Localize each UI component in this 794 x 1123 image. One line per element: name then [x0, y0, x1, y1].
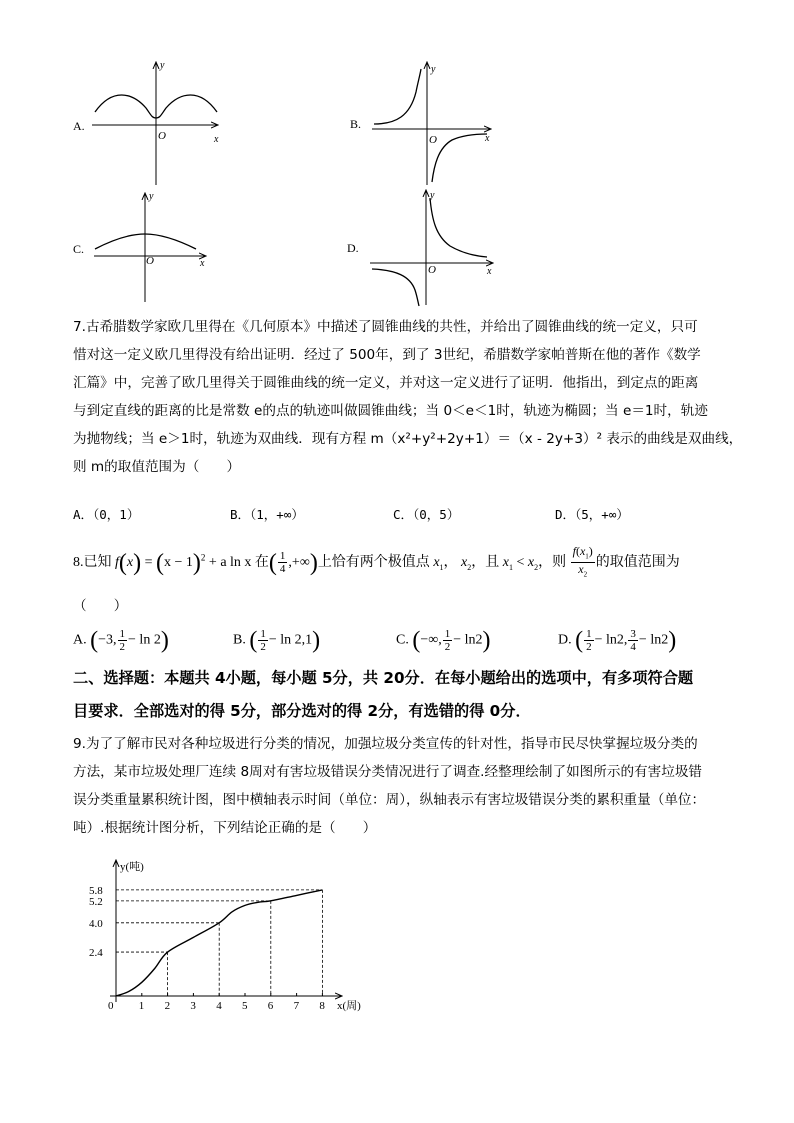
y-label: y	[430, 190, 435, 201]
q8-option-a-label: A.	[73, 632, 87, 648]
q8-x-minus-1: x − 1	[164, 555, 193, 571]
x-tick-label: 8	[319, 1000, 325, 1012]
section-2-line-1: 二、选择题：本题共 4小题，每小题 5分，共 20分．在每小题给出的选项中，有多项符合题	[73, 669, 694, 687]
q8-text-given: 已知	[83, 555, 112, 571]
x-tick-label: 4	[216, 1000, 222, 1012]
q7-option-d: D．（5，+∞）	[555, 507, 629, 522]
q7-line-4: 与到定直线的距离的比是常数 e的点的轨迹叫做圆锥曲线；当 0＜e＜1时，轨迹为椭圆；当 e＝1时，轨迹	[73, 403, 708, 419]
frac-num: 1	[260, 628, 266, 640]
q8-plus-a-lnx: + a ln x	[208, 555, 252, 571]
q8-option-a-pre: −3,	[98, 632, 117, 648]
option-b-label: B.	[350, 117, 362, 131]
q7-line-6: 则 m的取值范围为（ ）	[73, 459, 241, 475]
x-tick-label: 2	[164, 1000, 171, 1012]
q8-text-then: ，则	[538, 555, 567, 571]
q8-option-d-post: − ln2	[638, 632, 669, 648]
x-label: x	[487, 266, 492, 277]
q9-line-1: 9.为了了解市民对各种垃圾进行分类的情况，加强垃圾分类宣传的针对性，指导市民尽快掌握垃圾分类的	[73, 736, 698, 752]
q8-x: x	[126, 555, 134, 571]
frac-den: 2	[444, 641, 451, 653]
y-label: y	[160, 60, 165, 71]
q8-option-b-label: B.	[233, 632, 246, 648]
q7-option-b: B．（1，+∞）	[230, 507, 304, 522]
y-tick-label: 2.4	[89, 947, 103, 960]
q8-blank: （ ）	[73, 598, 128, 614]
q8-option-a-post: − ln 2	[128, 632, 161, 648]
origin-label: O	[146, 255, 154, 267]
q8-text-range: 的取值范围为	[595, 555, 680, 571]
frac-num: 3	[630, 628, 636, 640]
q8-f: f	[115, 555, 119, 571]
x-label: x	[485, 133, 490, 144]
q8-text-and: ，且	[471, 555, 500, 571]
q8-option-d: D. ( $\frac{1}{2}$ − ln2, $\frac{3}{4}$ − ln2)	[558, 627, 677, 654]
q8-interval-num: 1	[279, 550, 286, 563]
q8-option-c-post: − ln2	[453, 632, 483, 648]
y-tick-label: 4.0	[89, 917, 103, 930]
x-label: x	[200, 258, 205, 269]
q8-text-in: 在	[254, 555, 269, 571]
q8-sub2: 2	[467, 562, 472, 572]
x-tick-label: 3	[190, 1000, 196, 1012]
frac-den: 4	[630, 641, 636, 653]
q9-line-2: 方法，某市垃圾处理厂连续 8周对有害垃圾错误分类情况进行了调查.经整理绘制了如图所示的有害垃圾错	[73, 764, 703, 780]
frac-den: 2	[260, 641, 266, 653]
frac-den: 2	[586, 641, 592, 653]
q8-option-b: B. ( $\frac{1}{2}$ − ln 2,1)	[233, 627, 321, 654]
q7-line-1: 7.古希腊数学家欧几里得在《几何原本》中描述了圆锥曲线的共性，并给出了圆锥曲线的统一定义，只可	[73, 319, 698, 335]
q8-number: 8.	[73, 555, 84, 571]
origin-label: O	[428, 264, 436, 276]
x-tick-label: 1	[138, 1000, 145, 1012]
frac-num: 1	[444, 628, 451, 640]
x-label: x	[214, 134, 219, 145]
x-tick-label: 5	[242, 1000, 248, 1012]
x-tick-label: 7	[293, 1000, 300, 1012]
q9-line-3: 误分类重量累积统计图，图中横轴表示时间（单位：周），纵轴表示有害垃圾错误分类的累积重量（单位：	[73, 792, 706, 808]
chart-guides	[116, 890, 322, 996]
option-d-label: D.	[347, 241, 359, 255]
option-c-label: C.	[73, 242, 85, 256]
q8-option-a: A. (−3, $\frac{1}{2}$ − ln 2)	[73, 627, 169, 654]
origin-label: O	[158, 130, 166, 142]
q8-lt: <	[516, 555, 525, 571]
q8-option-c-label: C.	[396, 632, 409, 648]
q8-text-has: 上恰有两个极值点	[317, 555, 430, 571]
q8-eq: =	[144, 555, 153, 571]
y-tick-label: 5.2	[89, 895, 103, 908]
q9-line-4: 吨）.根据统计图分析，下列结论正确的是（ ）	[73, 820, 377, 836]
y-label: y	[149, 191, 154, 202]
q8-x1: x	[433, 555, 440, 571]
q7-option-a: A．（0，1）	[73, 507, 140, 522]
q7-option-c: C．（0，5）	[393, 507, 460, 522]
q7-line-2: 惜对这一定义欧几里得没有给出证明．经过了 500年，到了 3世纪，希腊数学家帕普斯在他的著作《数学	[73, 347, 701, 363]
x-tick-label: 6	[267, 1000, 274, 1012]
x-tick-label: 0	[108, 1000, 114, 1012]
chart-y-label: y(吨)	[120, 861, 144, 873]
y-label: y	[431, 64, 436, 75]
q8-sub1: 1	[439, 562, 444, 572]
q7-line-5: 为抛物线；当 e＞1时，轨迹为双曲线．现有方程 m（x²+y²+2y+1）＝（x - 2y+3）² 表示的曲线是双曲线，	[73, 431, 743, 447]
chart-x-label: x(周)	[337, 1000, 361, 1012]
origin-label: O	[429, 134, 437, 146]
section-2-line-2: 目要求．全部选对的得 5分，部分选对的得 2分，有选错的得 0分．	[73, 702, 531, 720]
q8-option-c: C. (−∞, $\frac{1}{2}$ − ln2)	[396, 627, 491, 654]
q8-interval-inf: ,+∞	[288, 555, 310, 571]
q8-square: 2	[200, 552, 206, 563]
q8-option-c-pre: −∞,	[420, 632, 442, 648]
q8-option-d-label: D.	[558, 632, 572, 648]
q8-stem: 8.已知 $f(x) = (x - 1)^2 + a$ ln x 在( $\frac{1}{4}$ ,+∞)上恰有两个极值点 $x_1$， $x_2$，且 $x_1 < x_2$，则 $\frac{f(x_1)}{x_2}$ 的取值范围为	[73, 544, 680, 579]
option-a-label: A.	[73, 119, 85, 133]
q7-line-3: 汇篇》中，完善了欧几里得关于圆锥曲线的统一定义，并对这一定义进行了证明．他指出，到定点的距离	[73, 375, 699, 391]
frac-num: 1	[119, 628, 126, 640]
q8-option-d-mid: − ln2,	[594, 632, 628, 648]
q8-interval-den: 4	[279, 563, 286, 576]
frac-num: 1	[586, 628, 592, 640]
y-tick-label: 5.8	[89, 884, 103, 897]
frac-den: 2	[119, 641, 126, 653]
q8-x2: x	[461, 555, 468, 571]
q8-option-b-post: − ln 2,1	[268, 632, 313, 648]
